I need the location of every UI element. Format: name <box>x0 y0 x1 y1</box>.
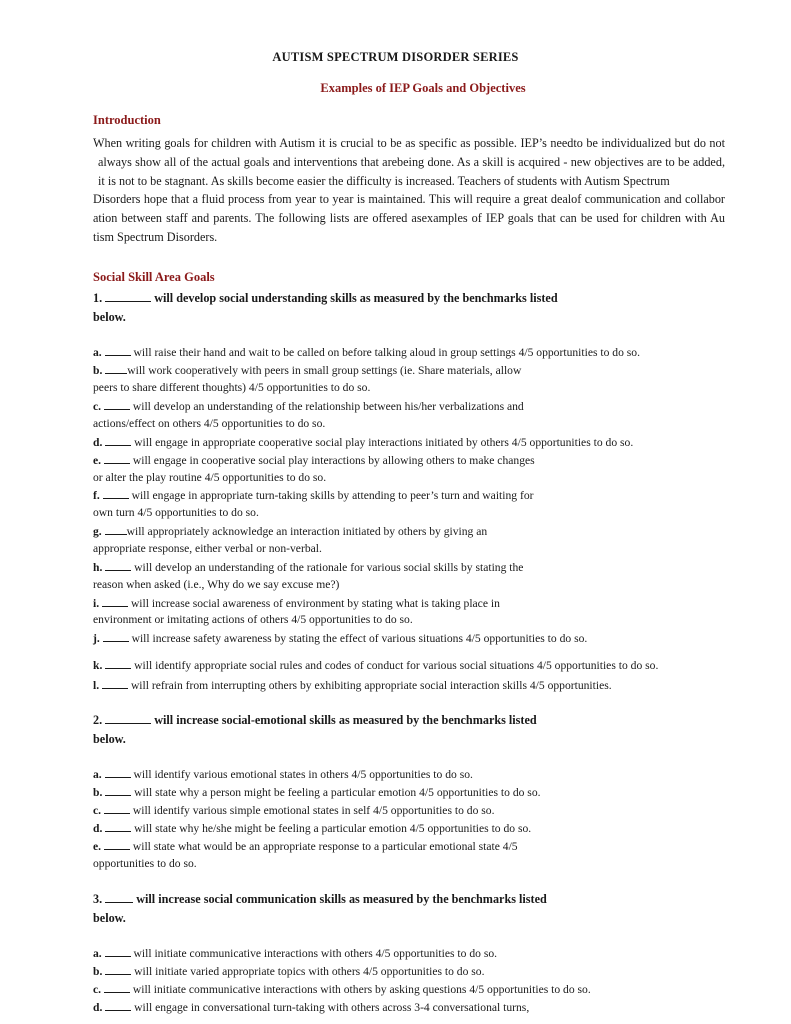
goal-text-cont: below. <box>93 310 126 324</box>
goal-text: will develop social understanding skills as measured by the benchmarks listed <box>154 291 558 305</box>
intro-line: When writing goals for children with Autism it is crucial to be as specific as possible. IEP’s needto be individualized but do not <box>93 136 725 150</box>
objective-item: g. will appropriately acknowledge an interaction initiated by others by giving an <box>93 525 488 538</box>
objective-item: e. will engage in cooperative social play interactions by allowing others to make changes <box>93 454 535 467</box>
objective-item: i. will increase social awareness of environment by stating what is taking place in <box>93 597 500 610</box>
objective-item: c. will initiate communicative interactions with others by asking questions 4/5 opportunities to do so. <box>93 983 591 996</box>
objective-item: d. will engage in conversational turn-taking with others across 3-4 conversational turns, <box>93 1001 530 1014</box>
goal-text-cont: below. <box>93 732 126 746</box>
objective-item: d. will state why he/she might be feeling a particular emotion 4/5 opportunities to do so. <box>93 822 532 835</box>
objective-item: a. will initiate communicative interactions with others 4/5 opportunities to do so. <box>93 947 498 960</box>
objective-item-cont: appropriate response, either verbal or non-verbal. <box>93 542 322 555</box>
objective-item: a. will identify various emotional states in others 4/5 opportunities to do so. <box>93 768 473 781</box>
objective-item-cont: reason when asked (i.e., Why do we say excuse me?) <box>93 578 340 591</box>
goal-number: 1. <box>93 291 103 305</box>
goal-heading <box>93 892 547 907</box>
goal-number: 2. <box>93 713 103 727</box>
objective-item: e. will state what would be an appropriate response to a particular emotional state 4/5 <box>93 840 518 853</box>
objective-item: c. will develop an understanding of the relationship between his/her verbalizations and <box>93 400 524 413</box>
objective-item: c. will identify various simple emotional states in self 4/5 opportunities to do so. <box>93 804 495 817</box>
objective-item-cont: actions/effect on others 4/5 opportunities to do so. <box>93 417 326 430</box>
intro-line: ation between staff and parents. The following lists are offered asexamples of IEP goals that can be used for children with Au <box>93 211 725 226</box>
objective-item-cont: own turn 4/5 opportunities to do so. <box>93 506 259 519</box>
objective-item: a. will raise their hand and wait to be called on before talking aloud in group settings 4/5 opportunities to do so. <box>93 346 640 359</box>
objective-item: f. will engage in appropriate turn-taking skills by attending to peer’s turn and waiting for <box>93 489 534 502</box>
intro-paragraph <box>93 134 725 247</box>
goal-heading <box>93 713 537 728</box>
objective-item-cont: peers to share different thoughts) 4/5 opportunities to do so. <box>93 381 371 394</box>
objective-item: l. will refrain from interrupting others by exhibiting appropriate social interaction skills 4/5 opportunities. <box>93 679 612 692</box>
name-blank <box>105 713 151 724</box>
goal-text: will increase social communication skills as measured by the benchmarks listed <box>136 892 547 906</box>
objective-item: d. will engage in appropriate cooperative social play interactions initiated by others 4/5 opportunities to do so. <box>93 436 634 449</box>
intro-line: tism Spectrum Disorders. <box>93 229 218 244</box>
objective-item: j. will increase safety awareness by stating the effect of various situations 4/5 opportunities to do so. <box>93 632 588 645</box>
goal-number: 3. <box>93 892 103 906</box>
intro-heading: Introduction <box>93 113 161 127</box>
objective-item: h. will develop an understanding of the rationale for various social skills by stating the <box>93 561 524 574</box>
intro-line: Disorders hope that a fluid process from year to year is maintained. This will require a great dealof communication and collabor <box>93 192 725 207</box>
section-heading: Social Skill Area Goals <box>93 270 215 284</box>
intro-line: always show all of the actual goals and interventions that arebeing done. As a skill is acquired - new objectives are to be added, <box>98 154 725 169</box>
goal-text: will increase social-emotional skills as measured by the benchmarks listed <box>154 713 537 727</box>
objective-item: k. will identify appropriate social rules and codes of conduct for various social situations 4/5 opportunities to do so. <box>93 659 659 672</box>
objective-item-cont: opportunities to do so. <box>93 857 197 870</box>
goal-heading <box>93 291 558 306</box>
objective-item: b. will work cooperatively with peers in small group settings (ie. Share materials, allow <box>93 364 522 377</box>
document-subtitle: Examples of IEP Goals and Objectives <box>320 81 526 95</box>
goal-text-cont: below. <box>93 911 126 925</box>
objective-item-cont: environment or imitating actions of others 4/5 opportunities to do so. <box>93 613 413 626</box>
intro-line: it is not to be stagnant. As skills become easier the difficulty is increased. Teachers of students with Autism Spectrum <box>98 173 670 188</box>
objective-item: b. will state why a person might be feeling a particular emotion 4/5 opportunities to do so. <box>93 786 541 799</box>
objective-item: b. will initiate varied appropriate topics with others 4/5 opportunities to do so. <box>93 965 485 978</box>
name-blank <box>105 892 133 903</box>
objective-item-cont: or alter the play routine 4/5 opportunities to do so. <box>93 471 327 484</box>
document-title: AUTISM SPECTRUM DISORDER SERIES <box>272 50 519 64</box>
name-blank <box>105 291 151 302</box>
